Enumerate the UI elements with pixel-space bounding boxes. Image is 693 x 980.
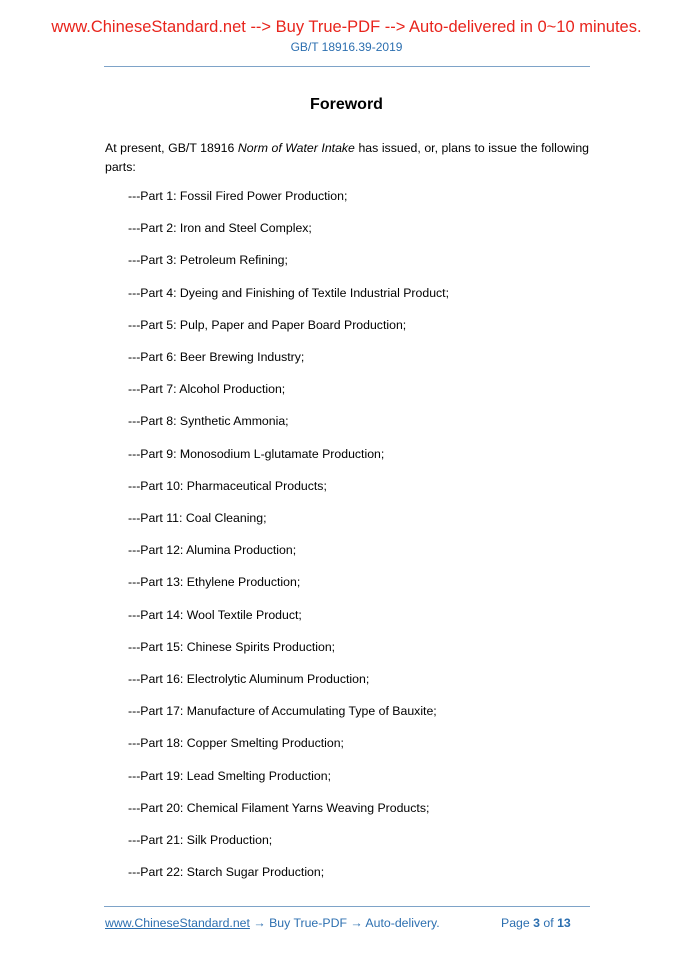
list-item: ---Part 19: Lead Smelting Production; [128, 768, 332, 783]
list-item: ---Part 4: Dyeing and Finishing of Textile Industrial Product; [128, 285, 450, 300]
list-item: ---Part 18: Copper Smelting Production; [128, 736, 344, 751]
list-item: ---Part 17: Manufacture of Accumulating Type of Bauxite; [128, 704, 437, 719]
list-item: ---Part 5: Pulp, Paper and Paper Board Production; [128, 317, 407, 332]
footer-arrow: → [346, 916, 366, 930]
footer-site-link[interactable]: www.ChineseStandard.net [105, 916, 250, 930]
list-item: ---Part 15: Chinese Spirits Production; [128, 639, 336, 654]
footer-buy-link[interactable]: Buy True-PDF [269, 916, 347, 930]
list-item: ---Part 16: Electrolytic Aluminum Production; [128, 672, 370, 686]
page-of-label: of [539, 916, 558, 930]
intro-text-after: has issued, or, plans to issue the following parts: [105, 141, 589, 174]
document-number: GB/T 18916.39-2019 [290, 40, 403, 54]
list-item: ---Part 22: Starch Sugar Production; [128, 865, 325, 880]
list-item: ---Part 21: Silk Production; [128, 833, 273, 847]
page-total: 13 [557, 916, 571, 930]
list-item: ---Part 6: Beer Brewing Industry; [128, 350, 305, 364]
list-item: ---Part 12: Alumina Production; [128, 543, 297, 558]
page-label: Page [501, 916, 534, 930]
intro-paragraph [105, 139, 589, 177]
list-item: ---Part 9: Monosodium L-glutamate Production; [128, 446, 385, 461]
page-indicator [501, 916, 571, 930]
intro-standard-name: Norm of Water Intake [237, 141, 355, 155]
list-item: ---Part 3: Petroleum Refining; [128, 253, 288, 268]
footer-divider [104, 906, 590, 907]
list-item: ---Part 20: Chemical Filament Yarns Weaving Products; [128, 800, 430, 815]
footer-links [105, 916, 440, 930]
promo-banner[interactable]: www.ChineseStandard.net --> Buy True-PDF --> Auto-delivered in 0~10 minutes. [51, 18, 642, 36]
page-title: Foreword [310, 96, 383, 113]
header-divider [104, 66, 590, 67]
list-item: ---Part 14: Wool Textile Product; [128, 607, 302, 622]
list-item: ---Part 10: Pharmaceutical Products; [128, 478, 327, 493]
list-item: ---Part 8: Synthetic Ammonia; [128, 414, 289, 429]
footer-delivery-text: Auto-delivery. [365, 916, 440, 930]
intro-text-before: At present, GB/T 18916 [105, 141, 238, 155]
list-item: ---Part 1: Fossil Fired Power Production; [128, 189, 348, 203]
list-item: ---Part 13: Ethylene Production; [128, 575, 301, 590]
list-item: ---Part 7: Alcohol Production; [128, 382, 286, 397]
list-item: ---Part 2: Iron and Steel Complex; [128, 221, 312, 236]
list-item: ---Part 11: Coal Cleaning; [128, 511, 267, 525]
page-current: 3 [533, 916, 540, 930]
footer-arrow: → [249, 916, 270, 930]
